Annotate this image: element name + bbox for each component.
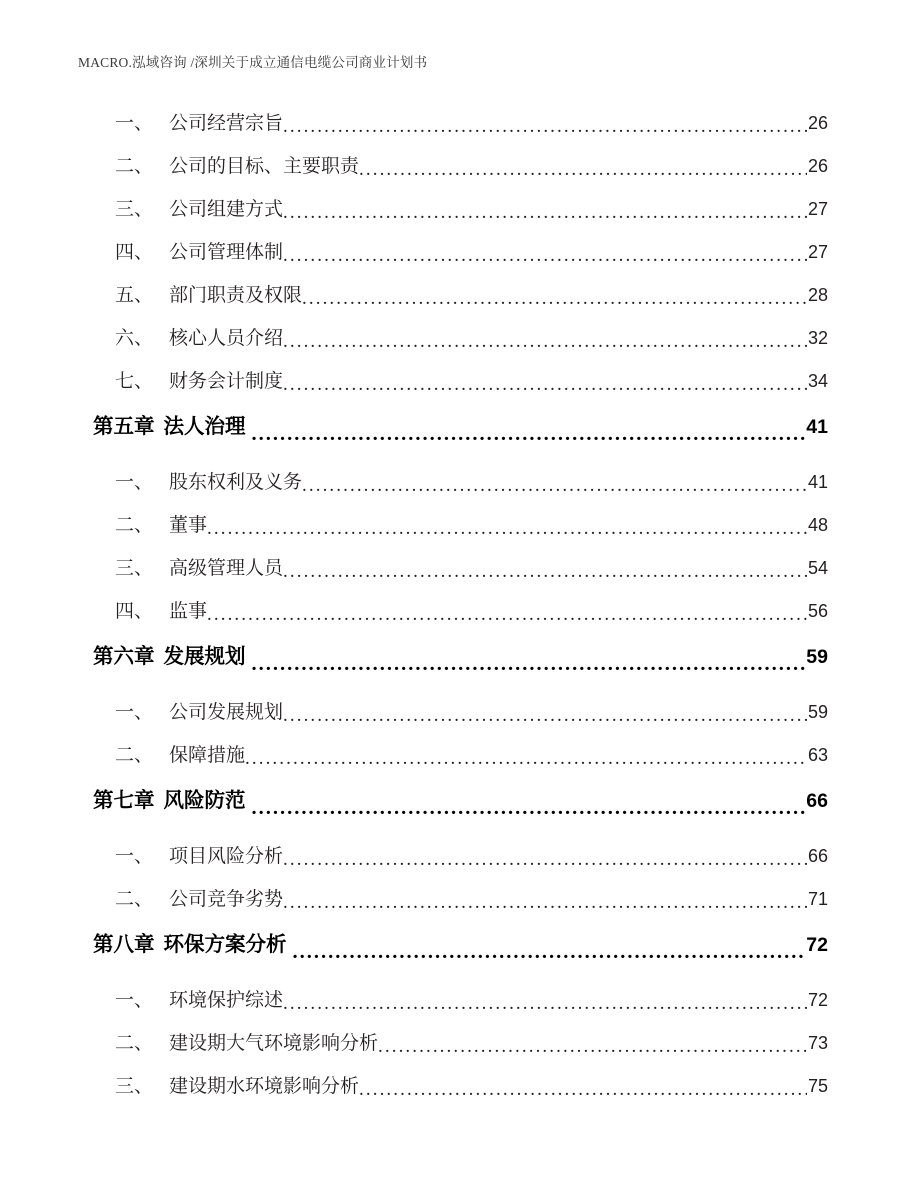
toc-entry-number: 三、 <box>115 558 154 579</box>
toc-section-row[interactable] <box>0 108 920 151</box>
toc-page-number: 75 <box>807 1076 828 1096</box>
toc-section-row[interactable] <box>0 1071 920 1114</box>
toc-entry-title: 项目风险分析 <box>169 846 284 867</box>
toc-entry-number: 一、 <box>115 113 154 134</box>
toc-section-row[interactable] <box>0 740 920 783</box>
toc-entry-title: 法人治理 <box>163 416 246 438</box>
toc-dot-leader <box>283 997 807 1016</box>
toc-entry-title: 核心人员介绍 <box>169 328 284 349</box>
toc-entry-title: 建设期大气环境影响分析 <box>169 1033 379 1054</box>
toc-page-number: 59 <box>806 646 828 668</box>
toc-entry-title: 保障措施 <box>169 745 246 766</box>
toc-entry-number: 二、 <box>115 515 154 536</box>
toc-section-row[interactable] <box>0 510 920 553</box>
toc-page-number: 34 <box>807 371 828 391</box>
toc-chapter-row[interactable] <box>0 783 920 841</box>
toc-dot-leader <box>283 249 807 268</box>
toc-entry-title: 公司竞争劣势 <box>169 889 284 910</box>
toc-page-number: 56 <box>807 601 828 621</box>
toc-chapter-row[interactable] <box>0 639 920 697</box>
toc-section-row[interactable] <box>0 841 920 884</box>
toc-entry-number: 五、 <box>115 285 154 306</box>
toc-chapter-row[interactable] <box>0 409 920 467</box>
toc-dot-leader <box>302 292 807 311</box>
toc-entry-title: 股东权利及义务 <box>169 472 303 493</box>
toc-section-row[interactable] <box>0 323 920 366</box>
toc-entry-number: 四、 <box>115 601 154 622</box>
toc-dot-leader <box>293 946 806 967</box>
toc-page-number: 63 <box>807 745 828 765</box>
toc-page-number: 41 <box>807 472 828 492</box>
toc-page-number: 26 <box>807 113 828 133</box>
toc-dot-leader <box>283 206 807 225</box>
toc-dot-leader <box>252 428 806 449</box>
toc-section-row[interactable] <box>0 553 920 596</box>
toc-entry-title: 公司经营宗旨 <box>169 113 284 134</box>
toc-entry-title: 环保方案分析 <box>163 934 287 956</box>
toc-page-number: 32 <box>807 328 828 348</box>
toc-entry-number: 七、 <box>115 371 154 392</box>
toc-section-row[interactable] <box>0 467 920 510</box>
toc-page-number: 66 <box>807 846 828 866</box>
toc-dot-leader <box>207 608 807 627</box>
toc-dot-leader <box>359 163 807 182</box>
toc-section-row[interactable] <box>0 194 920 237</box>
toc-entry-number: 四、 <box>115 242 154 263</box>
toc-entry-number: 第八章 <box>93 934 155 956</box>
toc-page-number: 72 <box>807 990 828 1010</box>
toc-page-number: 27 <box>807 242 828 262</box>
toc-section-row[interactable] <box>0 1028 920 1071</box>
toc-entry-title: 公司组建方式 <box>169 199 284 220</box>
toc-section-row[interactable] <box>0 237 920 280</box>
toc-page-number: 27 <box>807 199 828 219</box>
toc-dot-leader <box>207 522 807 541</box>
toc-entry-title: 发展规划 <box>163 646 246 668</box>
toc-entry-number: 一、 <box>115 702 154 723</box>
toc-page-number: 66 <box>806 790 828 812</box>
toc-entry-title: 风险防范 <box>163 790 246 812</box>
toc-page-number: 71 <box>807 889 828 909</box>
toc-dot-leader <box>283 853 807 872</box>
toc-section-row[interactable] <box>0 151 920 194</box>
toc-dot-leader <box>283 565 807 584</box>
toc-entry-number: 二、 <box>115 889 154 910</box>
toc-section-row[interactable] <box>0 596 920 639</box>
toc-section-row[interactable] <box>0 280 920 323</box>
toc-page-number: 72 <box>806 934 828 956</box>
toc-chapter-row[interactable] <box>0 927 920 985</box>
toc-dot-leader <box>283 335 807 354</box>
toc-page-number: 26 <box>807 156 828 176</box>
toc-page-number: 73 <box>807 1033 828 1053</box>
toc-entry-title: 部门职责及权限 <box>169 285 303 306</box>
toc-entry-number: 第七章 <box>93 790 155 812</box>
toc-entry-number: 一、 <box>115 990 154 1011</box>
toc-dot-leader <box>283 709 807 728</box>
toc-page-number: 48 <box>807 515 828 535</box>
toc-entry-title: 监事 <box>169 601 208 622</box>
toc-entry-number: 第六章 <box>93 646 155 668</box>
toc-entry-number: 六、 <box>115 328 154 349</box>
toc-dot-leader <box>359 1083 807 1102</box>
toc-entry-number: 二、 <box>115 1033 154 1054</box>
toc-entry-title: 环境保护综述 <box>169 990 284 1011</box>
toc-dot-leader <box>378 1040 807 1059</box>
toc-section-row[interactable] <box>0 985 920 1028</box>
toc-dot-leader <box>302 479 807 498</box>
toc-entry-title: 公司的目标、主要职责 <box>169 156 360 177</box>
toc-page-number: 59 <box>807 702 828 722</box>
toc-entry-number: 一、 <box>115 846 154 867</box>
toc-page-number: 54 <box>807 558 828 578</box>
toc-entry-number: 三、 <box>115 199 154 220</box>
toc-section-row[interactable] <box>0 697 920 740</box>
toc-entry-title: 高级管理人员 <box>169 558 284 579</box>
toc-page-number: 41 <box>806 416 828 438</box>
toc-entry-number: 二、 <box>115 156 154 177</box>
toc-dot-leader <box>283 120 807 139</box>
toc-dot-leader <box>252 802 806 823</box>
toc-entry-number: 三、 <box>115 1076 154 1097</box>
toc-dot-leader <box>252 658 806 679</box>
toc-entry-title: 董事 <box>169 515 208 536</box>
table-of-contents <box>0 108 920 1114</box>
toc-entry-title: 公司发展规划 <box>169 702 284 723</box>
toc-entry-title: 建设期水环境影响分析 <box>169 1076 360 1097</box>
toc-entry-number: 一、 <box>115 472 154 493</box>
toc-entry-number: 二、 <box>115 745 154 766</box>
toc-entry-title: 公司管理体制 <box>169 242 284 263</box>
toc-entry-number: 第五章 <box>93 416 155 438</box>
toc-section-row[interactable] <box>0 366 920 409</box>
toc-section-row[interactable] <box>0 884 920 927</box>
toc-dot-leader <box>283 896 807 915</box>
toc-entry-title: 财务会计制度 <box>169 371 284 392</box>
toc-page-number: 28 <box>807 285 828 305</box>
toc-dot-leader <box>283 378 807 397</box>
document-running-header: MACRO.泓域咨询 /深圳关于成立通信电缆公司商业计划书 <box>78 55 428 70</box>
toc-dot-leader <box>245 752 807 771</box>
